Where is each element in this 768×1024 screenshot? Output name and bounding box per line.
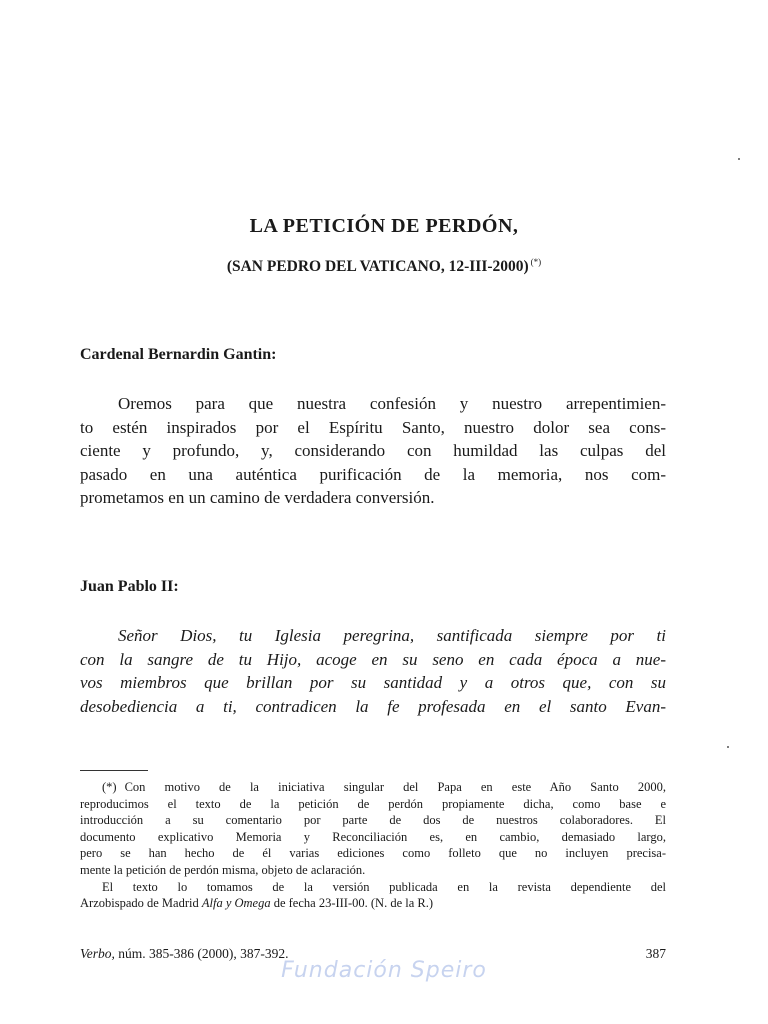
footnote-line: mente la petición de perdón misma, objeto de aclaración. bbox=[80, 862, 366, 877]
paragraph-line: desobediencia a ti, contradicen la fe profesada en el santo Evan- bbox=[80, 696, 666, 716]
paragraph-juan-pablo bbox=[80, 624, 666, 718]
paragraph-line: to estén inspirados por el Espíritu Santo, nuestro dolor sea cons- bbox=[80, 417, 666, 437]
paragraph-line: Oremos para que nuestra confesión y nuestro arrepentimien- bbox=[118, 394, 666, 413]
scan-speck bbox=[738, 158, 740, 160]
footnote-line: El texto lo tomamos de la versión publicada en la revista dependiente del bbox=[102, 879, 666, 894]
paragraph-line: con la sangre de tu Hijo, acoge en su seno en cada época a nue- bbox=[80, 649, 666, 669]
page-subtitle bbox=[0, 257, 768, 276]
footnote-reference: (*) bbox=[530, 257, 542, 267]
footnote-divider bbox=[80, 770, 148, 771]
footnote-line: reproducimos el texto de la petición de perdón propiamente dicha, como base e bbox=[80, 796, 666, 811]
paragraph-line: pasado en una auténtica purificación de la memoria, nos com- bbox=[80, 464, 666, 484]
paragraph-line: ciente y profundo, y, considerando con humildad las culpas del bbox=[80, 441, 666, 461]
footnote-marker: (*) bbox=[102, 780, 117, 794]
footnote-line: documento explicativo Memoria y Reconciliación es, en cambio, demasiado largo, bbox=[80, 829, 666, 844]
publication-name: Alfa y Omega bbox=[201, 896, 271, 911]
footnote-line: introducción a su comentario por parte de dos de nuestros colaboradores. El bbox=[80, 813, 666, 828]
watermark: Fundación Speiro bbox=[281, 958, 487, 983]
footnote-text: Arzobispado de Madrid bbox=[80, 896, 202, 911]
subtitle-text: (SAN PEDRO DEL VATICANO, 12-III-2000) bbox=[226, 258, 529, 275]
paragraph-line: Señor Dios, tu Iglesia peregrina, santificada siempre por ti bbox=[118, 626, 666, 645]
footnote-line: pero se han hecho de él varias ediciones como folleto que no incluyen precisa- bbox=[80, 846, 666, 861]
footnote-line bbox=[80, 895, 666, 912]
paragraph-line: vos miembros que brillan por su santidad y a otros que, con su bbox=[80, 673, 666, 693]
footnote-text: de fecha 23-III-00. (N. de la R.) bbox=[270, 896, 434, 911]
page-number: 387 bbox=[645, 946, 666, 961]
footnote bbox=[80, 779, 666, 912]
paragraph-gantin bbox=[80, 392, 666, 510]
paragraph-line: prometamos en un camino de verdadera conversión. bbox=[80, 488, 435, 508]
footnote-line bbox=[80, 779, 666, 796]
scan-speck bbox=[727, 746, 729, 748]
speaker-heading-gantin: Cardenal Bernardin Gantin: bbox=[80, 346, 277, 363]
page-title: LA PETICIÓN DE PERDÓN, bbox=[249, 215, 519, 237]
citation-text: núm. 385-386 (2000), 387-392. bbox=[114, 946, 289, 961]
speaker-heading-juan-pablo: Juan Pablo II: bbox=[80, 578, 179, 595]
journal-name: Verbo, bbox=[80, 946, 115, 961]
footnote-line-text: Con motivo de la iniciativa singular del Papa en este Año Santo 2000, bbox=[124, 780, 666, 794]
